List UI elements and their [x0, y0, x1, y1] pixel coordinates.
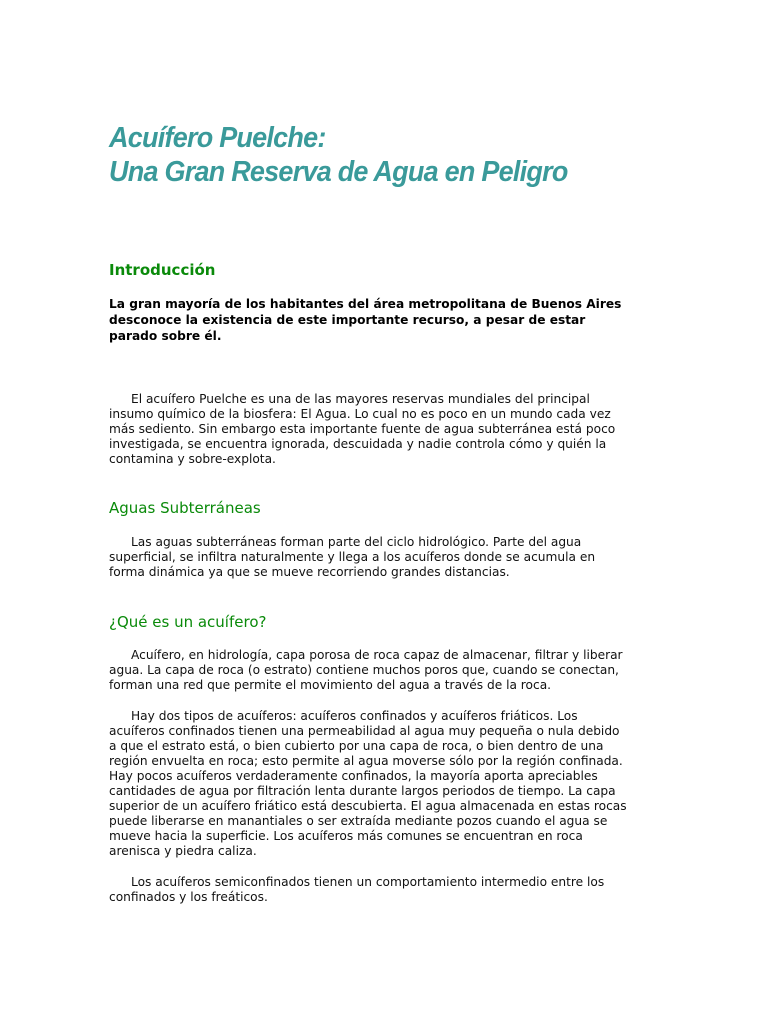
text-line: Las aguas subterráneas forman parte del ciclo hidrológico. Parte del agua: [131, 535, 582, 549]
page-title: [109, 121, 568, 189]
text-line: El acuífero Puelche es una de las mayores reservas mundiales del principal: [131, 392, 590, 406]
text-line: desconoce la existencia de este importante recurso, a pesar de estar: [109, 313, 586, 327]
text-line: puede liberarse en manantiales o ser extraída mediante pozos cuando el agua se: [109, 814, 608, 828]
text-line: superficial, se infiltra naturalmente y llega a los acuíferos donde se acumula en: [109, 550, 596, 564]
intro-paragraph: [109, 392, 661, 467]
text-line: contamina y sobre-explota.: [109, 452, 276, 466]
text-line: más sediento. Sin embargo esta importante fuente de agua subterránea está poco: [109, 422, 616, 436]
intro-lead-paragraph: [109, 296, 661, 344]
text-line: cantidades de agua por filtración lenta durante largos periodos de tiempo. La capa: [109, 784, 616, 798]
aguas-paragraph: [109, 535, 661, 580]
text-line: superior de un acuífero friático está descubierta. El agua almacenada en estas rocas: [109, 799, 627, 813]
text-line: forman una red que permite el movimiento del agua a través de la roca.: [109, 678, 552, 692]
text-line: parado sobre él.: [109, 329, 222, 343]
text-line: mueve hacia la superficie. Los acuíferos más comunes se encuentran en roca: [109, 829, 583, 843]
acuifero-paragraph-1: [109, 648, 661, 693]
text-line: acuíferos confinados tienen una permeabilidad al agua muy pequeña o nula debido: [109, 724, 620, 738]
heading-aguas-subterraneas: Aguas Subterráneas: [109, 499, 261, 517]
title-line-1: Acuífero Puelche:: [109, 122, 326, 154]
title-line-2: Una Gran Reserva de Agua en Peligro: [109, 156, 568, 188]
heading-introduccion: Introducción: [109, 261, 216, 279]
text-line: región envuelta en roca; esto permite al agua moverse sólo por la región confinada.: [109, 754, 623, 768]
acuifero-paragraph-3: [109, 875, 661, 905]
text-line: forma dinámica ya que se mueve recorriendo grandes distancias.: [109, 565, 510, 579]
text-line: confinados y los freáticos.: [109, 890, 268, 904]
text-line: Hay dos tipos de acuíferos: acuíferos confinados y acuíferos friáticos. Los: [131, 709, 578, 723]
text-line: Hay pocos acuíferos verdaderamente confinados, la mayoría aporta apreciables: [109, 769, 598, 783]
text-line: insumo químico de la biosfera: El Agua. Lo cual no es poco en un mundo cada vez: [109, 407, 611, 421]
acuifero-paragraph-2: [109, 709, 661, 859]
text-line: investigada, se encuentra ignorada, descuidada y nadie controla cómo y quién la: [109, 437, 607, 451]
text-line: Los acuíferos semiconfinados tienen un comportamiento intermedio entre los: [131, 875, 605, 889]
text-line: a que el estrato está, o bien cubierto por una capa de roca, o bien dentro de una: [109, 739, 604, 753]
text-line: Acuífero, en hidrología, capa porosa de roca capaz de almacenar, filtrar y liberar: [131, 648, 623, 662]
text-line: arenisca y piedra caliza.: [109, 844, 257, 858]
text-line: agua. La capa de roca (o estrato) contiene muchos poros que, cuando se conectan,: [109, 663, 619, 677]
heading-que-es-un-acuifero: ¿Qué es un acuífero?: [109, 613, 267, 631]
text-line: La gran mayoría de los habitantes del área metropolitana de Buenos Aires: [109, 297, 622, 311]
